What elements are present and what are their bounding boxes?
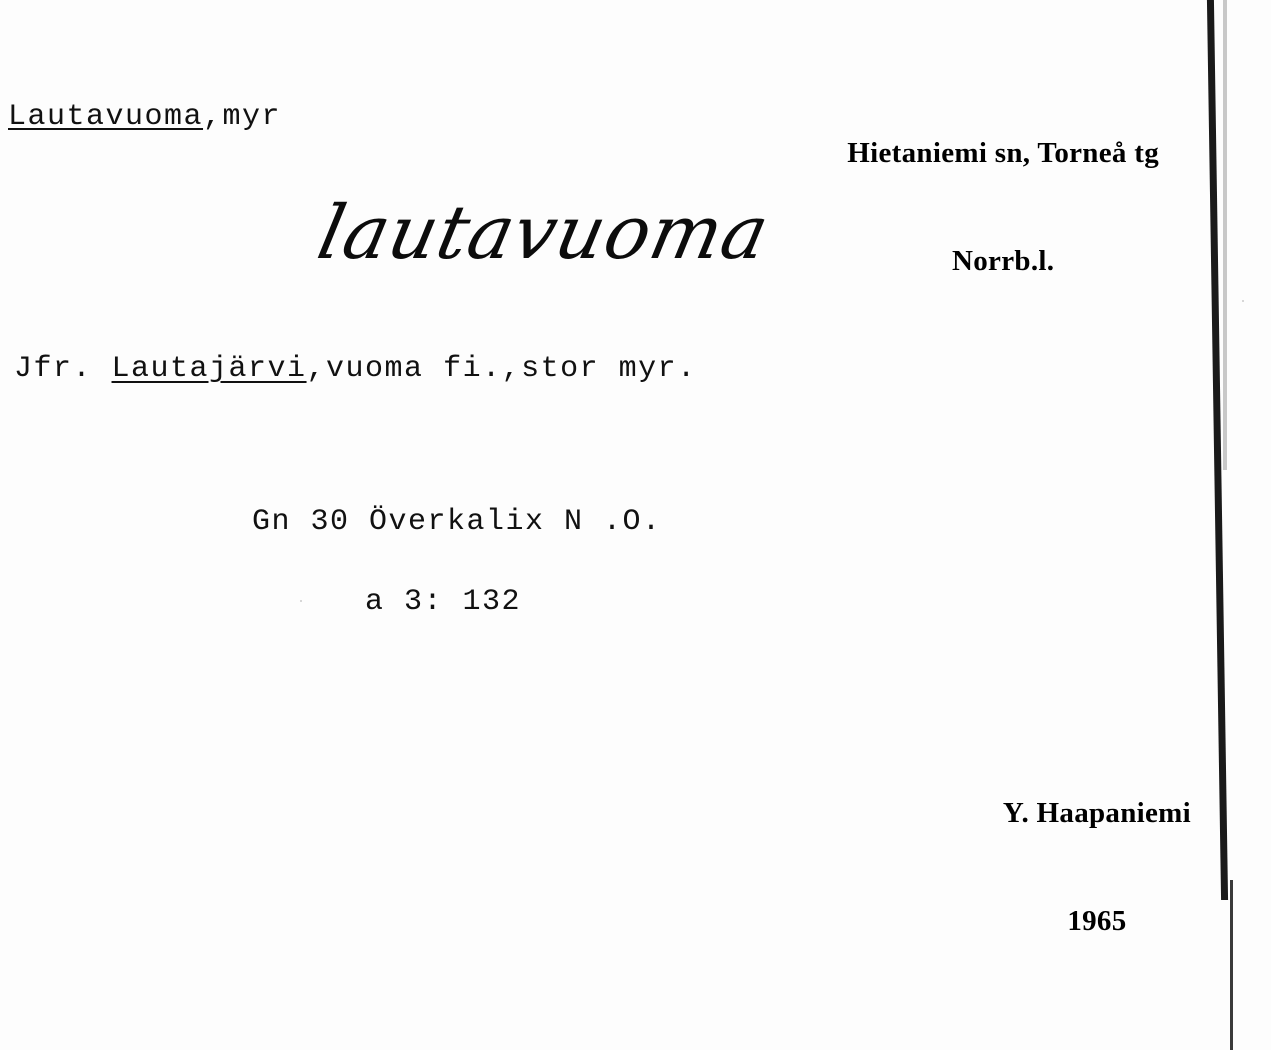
scan-speck — [300, 600, 302, 602]
crossref-rest: ,vuoma fi.,stor myr. — [306, 352, 697, 386]
crossref-target: Lautajärvi — [111, 352, 307, 386]
crossreference-line — [14, 352, 697, 386]
source-reference-line: Gn 30 Överkalix N .O. — [252, 505, 662, 539]
scan-edge-line-lower — [1230, 880, 1233, 1050]
headword-main: Lautavuoma — [8, 100, 204, 134]
signature-block — [1003, 722, 1191, 1012]
parish-line-2: Norrb.l. — [952, 245, 1055, 278]
parish-line-1: Hietaniemi sn, Torneå tg — [847, 136, 1159, 169]
scan-speck — [1242, 300, 1244, 302]
scan-edge-shadow — [1223, 0, 1227, 470]
handwritten-form: lautavuoma — [310, 190, 777, 276]
crossref-prefix: Jfr. — [14, 352, 112, 386]
signature-year: 1965 — [1067, 905, 1127, 938]
headword-suffix: ,myr — [203, 100, 282, 134]
source-reference-sub: a 3: 132 — [365, 585, 522, 619]
parish-block — [847, 62, 1159, 352]
signature-name: Y. Haapaniemi — [1002, 796, 1191, 829]
headword-line — [8, 100, 281, 134]
